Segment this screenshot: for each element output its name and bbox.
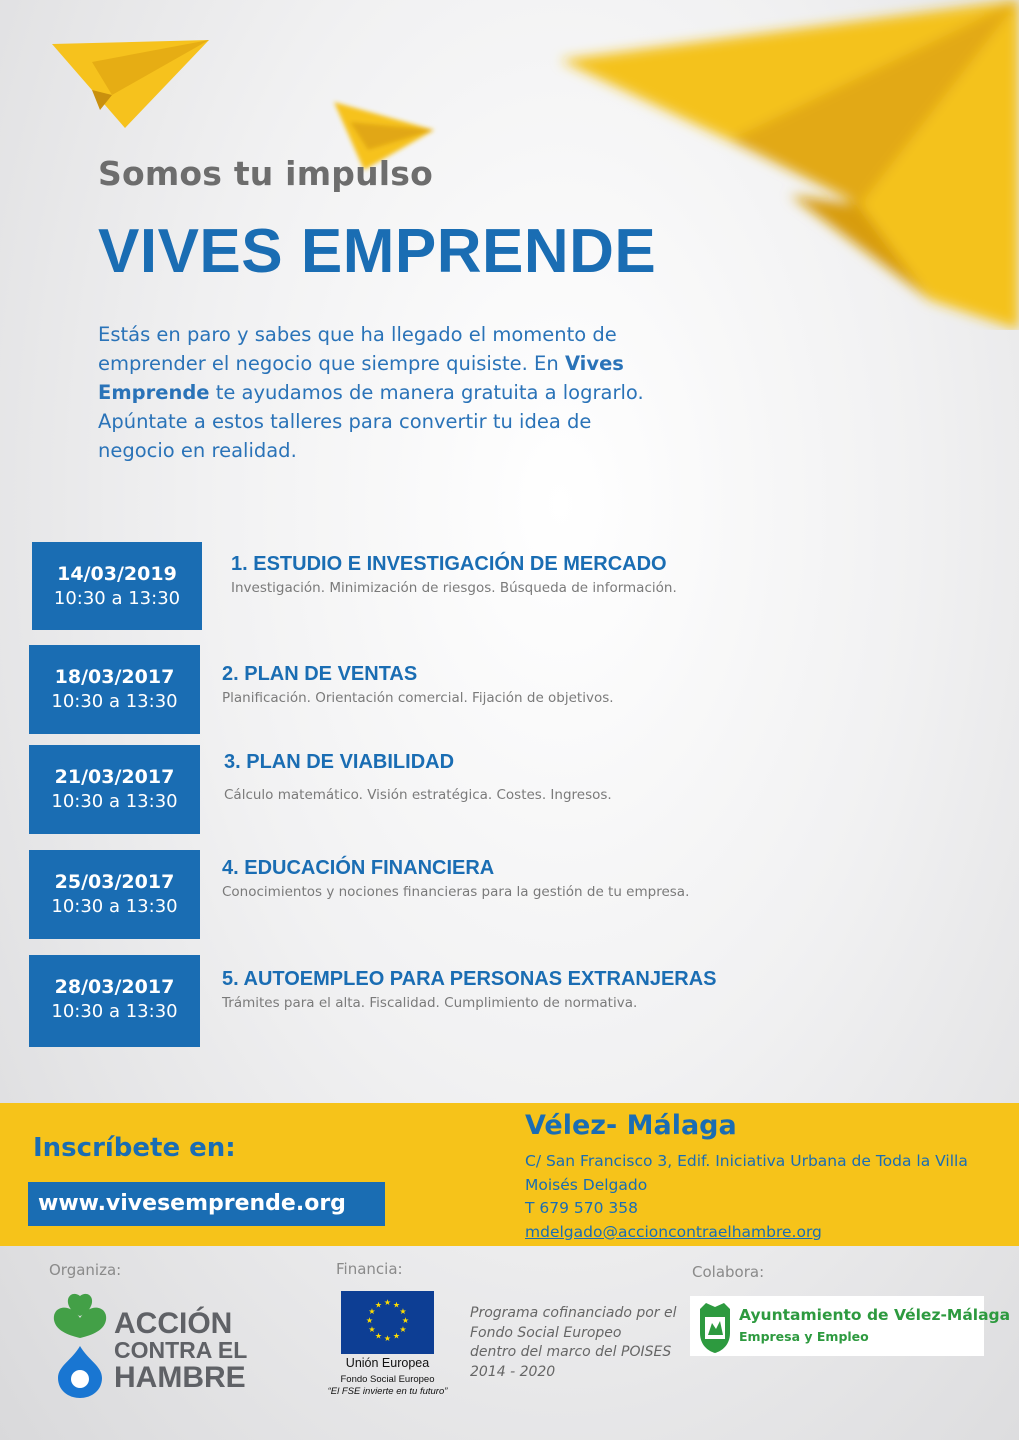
paper-plane-small-left-icon <box>52 40 209 128</box>
workshop-date-box <box>29 745 200 834</box>
colabora-label: Colabora: <box>692 1263 765 1281</box>
workshop-description: Planificación. Orientación comercial. Fijación de objetivos. <box>222 690 614 706</box>
svg-text:★: ★ <box>401 1316 410 1325</box>
eu-stars-icon <box>341 1291 434 1354</box>
workshop-date: 25/03/2017 <box>54 871 175 893</box>
workshop-title: 1. ESTUDIO E INVESTIGACIÓN DE MERCADO <box>231 553 667 575</box>
slogan-subtitle: Somos tu impulso <box>98 154 434 193</box>
ayuntamiento-name: Ayuntamiento de Vélez-Málaga <box>739 1306 1011 1324</box>
svg-text:★: ★ <box>368 1325 376 1334</box>
workshop-date-box <box>29 955 200 1047</box>
cofinancing-line: Programa cofinanciado por el <box>470 1305 677 1321</box>
intro-text-1: Estás en paro y sabes que ha llegado el momento de emprender el negocio que siempre quisiste. En <box>98 323 617 375</box>
signup-label: Inscríbete en: <box>33 1133 236 1163</box>
svg-text:★: ★ <box>399 1325 407 1334</box>
website-link[interactable]: www.vivesemprende.org <box>28 1182 385 1226</box>
workshop-date: 28/03/2017 <box>54 976 175 998</box>
workshop-date-box <box>32 542 202 630</box>
workshop-title: 3. PLAN DE VIABILIDAD <box>224 751 455 773</box>
workshop-date: 21/03/2017 <box>54 766 175 788</box>
workshop-title: 4. EDUCACIÓN FINANCIERA <box>222 857 495 879</box>
workshop-info <box>222 968 717 1011</box>
intro-brand: Vives Emprende <box>98 352 624 404</box>
cofinancing-line: 2014 - 2020 <box>470 1363 556 1380</box>
svg-text:★: ★ <box>399 1307 407 1316</box>
cofinancing-note <box>470 1304 677 1382</box>
svg-text:★: ★ <box>383 1298 392 1307</box>
svg-text:★: ★ <box>392 1300 401 1310</box>
eu-fund-text <box>310 1374 465 1398</box>
workshop-time: 10:30 a 13:30 <box>51 896 178 917</box>
accion-line-1: ACCIÓN <box>114 1307 233 1340</box>
contact-email-link[interactable]: mdelgado@accioncontraelhambre.org <box>525 1222 822 1241</box>
organiza-label: Organiza: <box>49 1261 122 1279</box>
financia-label: Financia: <box>336 1260 403 1278</box>
workshop-title: 2. PLAN DE VENTAS <box>222 663 418 685</box>
workshop-date: 18/03/2017 <box>54 666 175 688</box>
workshop-date-box <box>29 850 200 939</box>
workshop-description: Cálculo matemático. Visión estratégica. Costes. Ingresos. <box>224 787 612 803</box>
accion-contra-el-hambre-name <box>114 1307 248 1394</box>
contact-phone: T 679 570 358 <box>525 1199 639 1217</box>
contact-name: Moisés Delgado <box>525 1175 648 1194</box>
workshop-info <box>231 553 677 596</box>
intro-text-2: te ayudamos de manera gratuita a lograrlo. Apúntate a estos talleres para convertir tu idea de negocio en realidad. <box>98 381 644 462</box>
location-details <box>525 1150 968 1244</box>
workshop-description: Trámites para el alta. Fiscalidad. Cumplimiento de normativa. <box>222 995 638 1011</box>
svg-text:★: ★ <box>368 1307 376 1316</box>
workshop-date-box <box>29 645 200 734</box>
workshop-info <box>222 663 614 706</box>
velez-malaga-shield-icon <box>694 1299 736 1355</box>
accion-line-2: CONTRA EL <box>114 1337 248 1363</box>
eu-flag-icon <box>341 1291 434 1354</box>
location-city: Vélez- Málaga <box>525 1110 737 1141</box>
svg-text:★: ★ <box>365 1316 374 1325</box>
accion-line-3: HAMBRE <box>114 1361 246 1394</box>
workshop-description: Conocimientos y nociones financieras para la gestión de tu empresa. <box>222 884 690 900</box>
workshop-title: 5. AUTOEMPLEO PARA PERSONAS EXTRANJERAS <box>222 968 717 990</box>
location-address: C/ San Francisco 3, Edif. Iniciativa Urbana de Toda la Villa <box>525 1152 968 1170</box>
page-title: VIVES EMPRENDE <box>98 217 657 286</box>
eu-slogan: “El FSE invierte en tu futuro” <box>327 1386 448 1397</box>
workshop-info <box>222 857 689 900</box>
workshop-time: 10:30 a 13:30 <box>51 1001 178 1022</box>
eu-fund-name: Fondo Social Europeo <box>340 1374 435 1385</box>
workshop-description: Investigación. Minimización de riesgos. Búsqueda de información. <box>231 580 677 596</box>
workshop-time: 10:30 a 13:30 <box>53 588 181 609</box>
eu-name: Unión Europea <box>345 1356 430 1370</box>
workshop-time: 10:30 a 13:30 <box>51 791 178 812</box>
ayuntamiento-department: Empresa y Empleo <box>739 1329 869 1344</box>
svg-text:★: ★ <box>383 1334 392 1343</box>
cofinancing-line: dentro del marco del POISES <box>470 1344 672 1360</box>
accion-contra-el-hambre-logo-icon <box>50 1288 110 1400</box>
svg-text:★: ★ <box>392 1331 401 1341</box>
svg-text:★: ★ <box>374 1300 383 1310</box>
intro-paragraph <box>98 320 658 465</box>
cofinancing-line: Fondo Social Europeo <box>470 1324 622 1341</box>
workshop-time: 10:30 a 13:30 <box>51 691 178 712</box>
workshop-info <box>224 751 612 803</box>
svg-text:★: ★ <box>374 1331 383 1341</box>
workshop-date: 14/03/2019 <box>57 563 177 585</box>
